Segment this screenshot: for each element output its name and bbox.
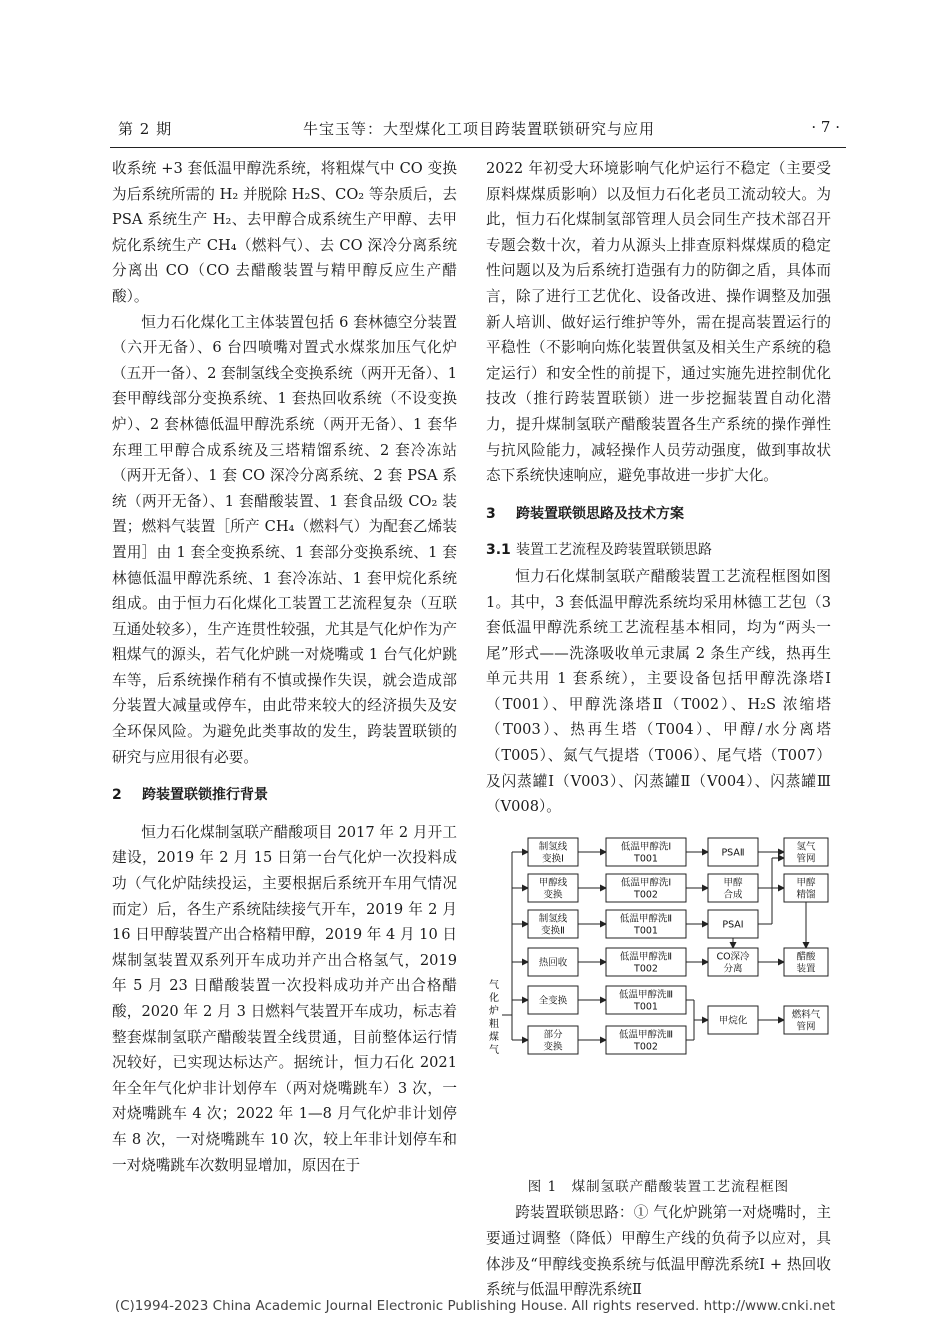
section-title: 跨装置联锁推行背景 — [142, 787, 268, 804]
shift-unit-box — [528, 838, 578, 866]
downstream-box-label: 甲醇 — [723, 877, 743, 889]
rectisol-box-label: T002 — [634, 889, 658, 901]
paragraph: 恒力石化煤化工主体装置包括 6 套林德空分装置（六开无备）、6 台四喷嘴对置式水煤浆加压气化炉（五开一备）、2 套制氢线全变换系统（两开无备）、1 套甲醇线部分变换系统、1 套热回收系统（不设变换炉）、2 套林德低温甲醇洗系统（两开无备）、1 套华东理工甲醇合成系统及三塔精馏系统、2 套冷冻站（两开无备）、1 套 CO 深冷分离系统、2 套 PSA 系统（两开无备）、1 套醋酸装置、1 套食品级 CO₂ 装置；燃料气装置［所产 CH₄（燃料气）为配套乙烯装置用］由 1 套全变换系统、1 套部分变换系统、1 套林德低温甲醇洗系统、1 套冷冻站、1 套甲烷化系统组成。由于恒力石化煤化工装置工艺流程复杂（互联互通处较多），生产连贯性较强，尤其是气化炉作为产粗煤气的源头，若气化炉跳一对烧嘴或 1 台气化炉跳车等，后系统操作稍有不慎或操作失误，就会造成部分装置大减量或停车，由此带来较大的经济损失及安全环保风险。为避免此类事故的发生，跨装置联锁的研究与应用很有必要。 — [112, 313, 457, 766]
product-box-label: 甲醇 — [796, 877, 816, 889]
product-box-label: 精馏 — [796, 889, 816, 901]
rectisol-box — [606, 948, 686, 976]
shift-unit-box-label: 制氢线 — [538, 913, 568, 925]
shift-unit-box — [528, 874, 578, 902]
rectisol-box-label: T002 — [634, 963, 658, 975]
shift-unit-box-label: 变换 — [543, 889, 563, 901]
rectisol-box — [606, 910, 686, 938]
section-heading-2 — [112, 783, 457, 809]
paragraph: 收系统 +3 套低温甲醇洗系统，将粗煤气中 CO 变换为后系统所需的 H₂ 并脱除 H₂S、CO₂ 等杂质后，去 PSA 系统生产 H₂、去甲醇合成系统生产甲醇、去甲烷化系统生产 CH₄（燃料气）、去 CO 深冷分离系统分离出 CO（CO 去醋酸装置与精甲醇反应生产醋酸）。 — [112, 160, 457, 305]
rectisol-box-label: T001 — [634, 925, 658, 937]
downstream-box — [708, 948, 758, 976]
paragraph: 恒力石化煤制氢联产醋酸项目 2017 年 2 月开工建设，2019 年 2 月 15 日第一台气化炉一次投料成功（气化炉陆续投运，主要根据后系统开车用气情况而定）后，各生产系统陆续接气开车，2019 年 2 月 16 日甲醇装置产出合格精甲醇，2019 年 4 月 10 日煤制氢装置双系列开车成功并产出合格氢气，2019 年 5 月 23 日醋酸装置一次投料成功并产出合格醋酸，2020 年 2 月 3 日燃料气装置开车成功，标志着整套煤制氢联产醋酸装置全线贯通，目前整体运行情况较好，已实现达标达产。据统计，恒力石化 2021 年全年气化炉非计划停车（两对烧嘴跳车）3 次，一对烧嘴跳车 4 次；2022 年 1—8 月气化炉非计划停车 8 次，一对烧嘴跳车 10 次，较上年非计划停车和一对烧嘴跳车次数明显增加，原因在于 — [112, 823, 457, 1174]
shift-unit-box-label: 变换Ⅰ — [542, 853, 564, 865]
header-rule — [110, 147, 846, 148]
journal-issue: 第 2 期 — [118, 120, 173, 138]
downstream-box-label: 合成 — [723, 889, 743, 901]
source-char: 气 — [489, 979, 499, 991]
product-box — [784, 838, 828, 866]
rectisol-box-label: 低温甲醇洗Ⅲ — [618, 1029, 674, 1041]
product-box-label: 装置 — [796, 963, 816, 975]
process-flow-diagram — [486, 830, 831, 1175]
rectisol-box-label: T001 — [634, 1001, 658, 1013]
shift-unit-box-label: 变换Ⅱ — [541, 925, 565, 937]
rectisol-box-label: 低温甲醇洗Ⅲ — [618, 989, 674, 1001]
product-box-label: 燃料气 — [791, 1009, 821, 1021]
subsection-heading-3-1 — [486, 538, 831, 564]
paragraph: 跨装置联锁思路：① 气化炉跳第一对烧嘴时，主要通过调整（降低）甲醇生产线的负荷予以应对，具体涉及“甲醇线变换系统与低温甲醇洗系统Ⅰ + 热回收系统与低温甲醇洗系统Ⅱ — [486, 1204, 831, 1299]
section-number: 3 — [486, 505, 496, 522]
copyright-footer: (C)1994-2023 China Academic Journal Electronic Publishing House. All rights reserved. http://www.cnki.net — [114, 1298, 836, 1314]
product-box-label: 氢气 — [796, 841, 816, 853]
downstream-box-label: 分离 — [723, 963, 743, 975]
source-char: 气 — [489, 1044, 499, 1056]
page-number: · 7 · — [811, 118, 840, 136]
downstream-box — [708, 1006, 758, 1034]
source-char: 化 — [489, 992, 499, 1004]
downstream-box — [708, 838, 758, 866]
figure-caption: 图 1 煤制氢联产醋酸装置工艺流程框图 — [527, 1178, 790, 1195]
rectisol-box — [606, 838, 686, 866]
product-box-label: 管网 — [796, 1021, 816, 1033]
shift-unit-box — [528, 910, 578, 938]
rectisol-box-label: 低温甲醇洗Ⅰ — [620, 841, 672, 853]
subsection-title: 装置工艺流程及跨装置联锁思路 — [516, 542, 712, 559]
shift-unit-box-label: 热回收 — [538, 957, 568, 969]
shift-unit-box-label: 甲醇线 — [538, 877, 568, 889]
paragraph: 2022 年初受大环境影响气化炉运行不稳定（主要受原料煤煤质影响）以及恒力石化老员工流动较大。为此，恒力石化煤制氢部管理人员会同生产技术部召开专题会数十次，着力从源头上排查原料煤煤质的稳定性问题以及为后系统打造强有力的防御之盾，具体而言，除了进行工艺优化、设备改进、操作调整及加强新人培训、做好运行维护等外，需在提高装置运行的平稳性（不影响向炼化装置供氢及相关生产系统的稳定运行）和安全性的前提下，通过实施先进控制优化技改（推行跨装置联锁）进一步挖掘装置自动化潜力，提升煤制氢联产醋酸装置各生产系统的操作弹性与抗风险能力，减轻操作人员劳动强度，做到事故状态下系统快速响应，避免事故进一步扩大化。 — [486, 160, 831, 485]
section-title: 跨装置联锁思路及技术方案 — [516, 505, 684, 522]
source-char: 粗 — [489, 1018, 499, 1030]
rectisol-box-label: T001 — [634, 853, 658, 865]
product-box-label: 管网 — [796, 853, 816, 865]
running-header — [118, 118, 840, 142]
downstream-box — [708, 874, 758, 902]
rectisol-box — [606, 1026, 686, 1054]
shift-unit-box — [528, 948, 578, 976]
shift-unit-box-label: 变换 — [543, 1041, 563, 1053]
product-box-label: 醋酸 — [796, 951, 816, 963]
downstream-box — [708, 910, 758, 938]
rectisol-box — [606, 986, 686, 1014]
product-box — [784, 948, 828, 976]
section-number: 2 — [112, 787, 122, 804]
process-flow-figure — [486, 830, 831, 1175]
running-title: 牛宝玉等：大型煤化工项目跨装置联锁研究与应用 — [302, 120, 655, 138]
downstream-box-label: PSAⅡ — [721, 847, 745, 859]
product-box — [784, 874, 828, 902]
rectisol-box — [606, 874, 686, 902]
paragraph: 恒力石化煤制氢联产醋酸装置工艺流程框图如图 1。其中，3 套低温甲醇洗系统均采用林德工艺包（3 套低温甲醇洗系统工艺流程基本相同，均为“两头一尾”形式——洗涤吸收单元隶属 2 条生产线，热再生单元共用 1 套系统），主要设备包括甲醇洗涤塔Ⅰ（T001）、甲醇洗涤塔Ⅱ（T002）、H₂S 浓缩塔（T003）、热再生塔（T004）、甲醇/水分离塔（T005）、氮气气提塔（T006）、尾气塔（T007）及闪蒸罐Ⅰ（V003）、闪蒸罐Ⅱ（V004）、闪蒸罐Ⅲ（V008）。 — [486, 567, 831, 816]
source-label — [489, 979, 499, 1056]
shift-unit-box-label: 制氢线 — [538, 841, 568, 853]
shift-unit-box-label: 全变换 — [538, 995, 568, 1007]
downstream-box-label: PSAⅠ — [722, 919, 744, 931]
rectisol-box-label: 低温甲醇洗Ⅰ — [620, 877, 672, 889]
downstream-box-label: 甲烷化 — [718, 1015, 748, 1027]
rectisol-box-label: 低温甲醇洗Ⅱ — [619, 951, 673, 963]
rectisol-box-label: T002 — [634, 1041, 658, 1053]
shift-unit-box — [528, 1026, 578, 1054]
shift-unit-box-label: 部分 — [543, 1029, 563, 1041]
source-char: 炉 — [489, 1005, 499, 1017]
product-box — [784, 1006, 828, 1034]
shift-unit-box — [528, 986, 578, 1014]
left-column — [112, 156, 457, 1178]
rectisol-box-label: 低温甲醇洗Ⅱ — [619, 913, 673, 925]
flow-boxes — [528, 838, 828, 1054]
right-column — [486, 156, 831, 1303]
downstream-box-label: CO深冷 — [716, 951, 750, 963]
section-heading-3 — [486, 502, 831, 528]
subsection-number: 3.1 — [486, 542, 511, 559]
source-char: 煤 — [489, 1031, 499, 1043]
